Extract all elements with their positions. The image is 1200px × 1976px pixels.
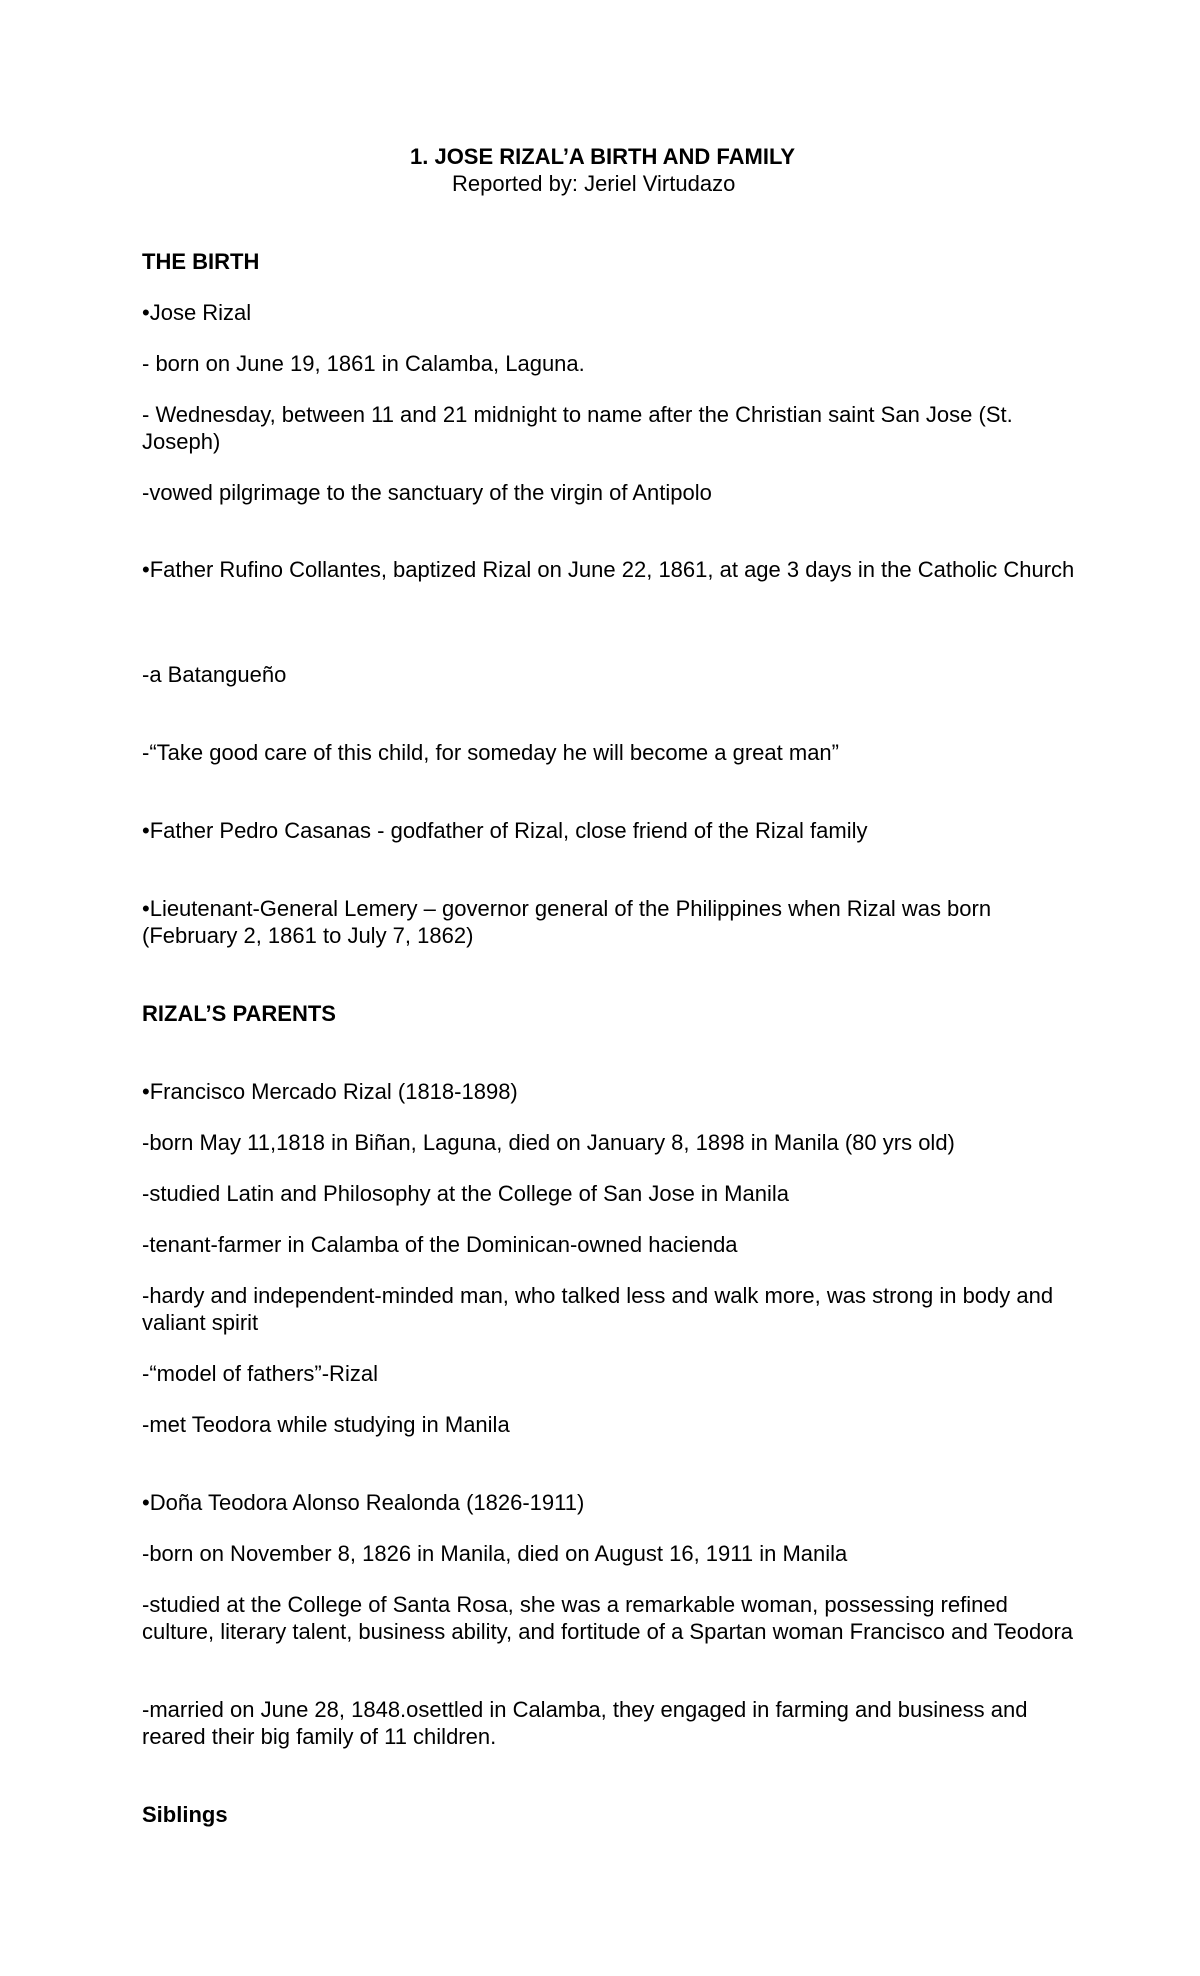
birth-line: - born on June 19, 1861 in Calamba, Laguna. (142, 351, 585, 376)
parents-line: -tenant-farmer in Calamba of the Dominican-owned hacienda (142, 1232, 738, 1257)
parents-line: -born May 11,1818 in Biñan, Laguna, died on January 8, 1898 in Manila (80 yrs old) (142, 1130, 955, 1155)
parents-line: •Francisco Mercado Rizal (1818-1898) (142, 1079, 518, 1104)
birth-line: •Lieutenant-General Lemery – governor general of the Philippines when Rizal was born (February 2, 1861 to July 7, 1862) (142, 896, 992, 948)
parents-line: -studied Latin and Philosophy at the College of San Jose in Manila (142, 1181, 789, 1206)
document-title: 1. JOSE RIZAL’A BIRTH AND FAMILY (410, 144, 796, 169)
section-heading-parents: RIZAL’S PARENTS (142, 1001, 336, 1026)
birth-line: •Jose Rizal (142, 300, 252, 325)
birth-line: -vowed pilgrimage to the sanctuary of the virgin of Antipolo (142, 480, 712, 505)
birth-line: - Wednesday, between 11 and 21 midnight to name after the Christian saint San Jose (St. Joseph) (142, 402, 1013, 454)
parents-line: •Doña Teodora Alonso Realonda (1826-1911) (142, 1490, 585, 1515)
section-heading-birth: THE BIRTH (142, 249, 260, 274)
birth-line: -a Batangueño (142, 662, 287, 687)
birth-line: •Father Pedro Casanas - godfather of Rizal, close friend of the Rizal family (142, 818, 868, 843)
birth-line: •Father Rufino Collantes, baptized Rizal on June 22, 1861, at age 3 days in the Catholic Church (142, 557, 1075, 582)
parents-line: -married on June 28, 1848.osettled in Calamba, they engaged in farming and business and reared their big family of 11 children. (142, 1697, 1028, 1749)
parents-line: -born on November 8, 1826 in Manila, died on August 16, 1911 in Manila (142, 1541, 848, 1566)
parents-line: -studied at the College of Santa Rosa, she was a remarkable woman, possessing refined culture, literary talent, business ability, and fortitude of a Spartan woman Francisco and Teodora (142, 1592, 1074, 1644)
reporter-line: Reported by: Jeriel Virtudazo (452, 171, 736, 196)
section-heading-siblings: Siblings (142, 1802, 228, 1827)
parents-line: -“model of fathers”-Rizal (142, 1361, 378, 1386)
parents-line: -hardy and independent-minded man, who talked less and walk more, was strong in body and valiant spirit (142, 1283, 1054, 1335)
birth-line: -“Take good care of this child, for someday he will become a great man” (142, 740, 839, 765)
parents-line: -met Teodora while studying in Manila (142, 1412, 510, 1437)
